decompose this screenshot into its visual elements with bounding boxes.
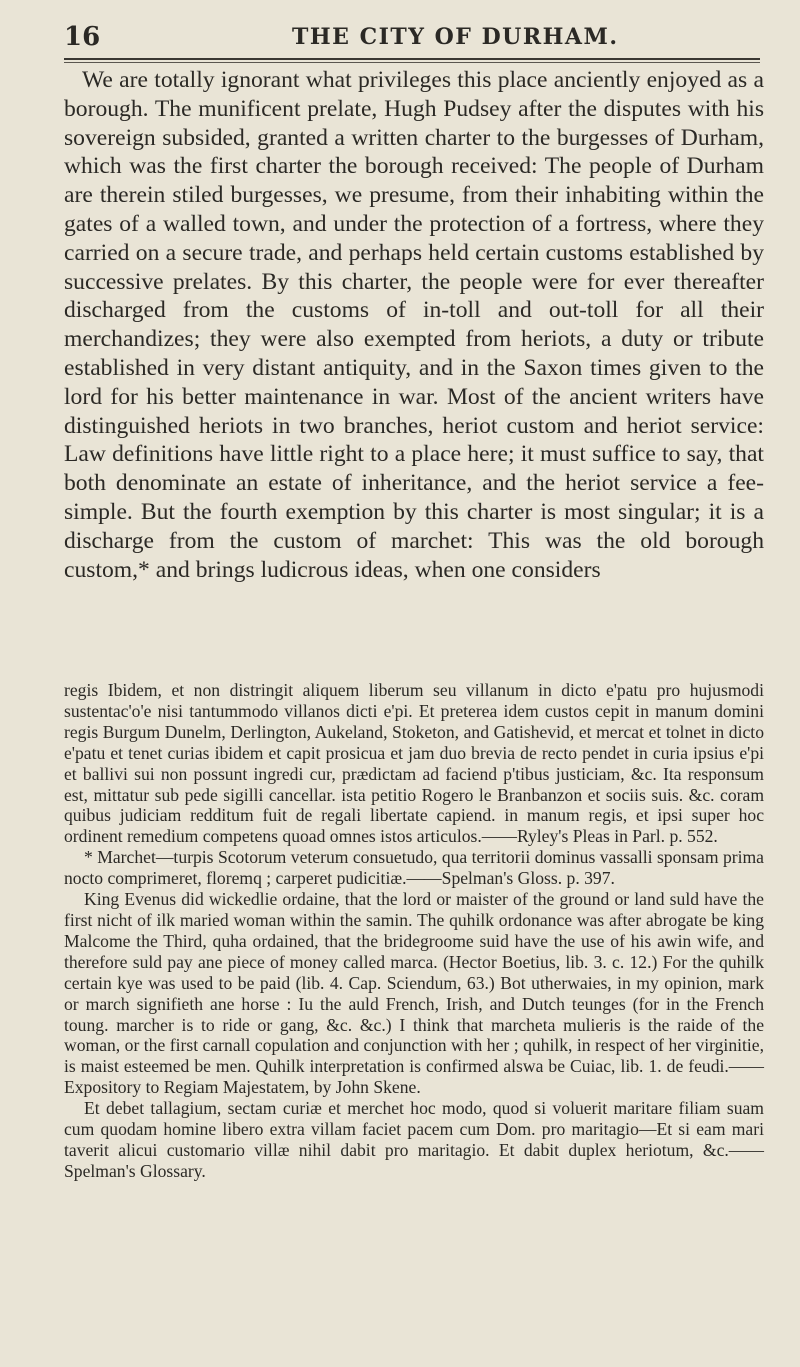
page-header <box>64 14 760 54</box>
footnote-marchet: * Marchet—turpis Scotorum veterum consuetudo, qua territorii dominus vassalli sponsam prima nocto comprimeret, floremq ; carperet pudicitiæ.——Spelman's Gloss. p. 397. <box>64 847 764 889</box>
page-number: 16 <box>64 22 101 52</box>
main-paragraph: We are totally ignorant what privileges this place anciently enjoyed as a borough. The munificent prelate, Hugh Pudsey after the disputes with his sovereign subsided, granted a written charter to the burgesses of Durham, which was the first charter the borough received: The people of Durham are therein stiled burgesses, we presume, from their inhabiting within the gates of a walled town, and under the protection of a fortress, where they carried on a secure trade, and perhaps held certain customs established by successive prelates. By this charter, the people were for ever thereafter discharged from the customs of in-toll and out-toll for all their merchandizes; they were also exempted from heriots, a duty or tribute established in very distant antiquity, and in the Saxon times given to the lord for his better maintenance in war. Most of the ancient writers have distinguished heriots in two branches, heriot custom and heriot service: Law definitions have little right to a place here; it must suffice to say, that both denominate an estate of inheritance, and the heriot service a fee-simple. But the fourth exemption by this charter is most singular; it is a discharge from the custom of marchet: This was the old borough custom,* and brings ludicrous ideas, when one considers <box>64 67 764 583</box>
running-head: THE CITY OF DURHAM. <box>292 24 619 50</box>
footnote-king-evenus: King Evenus did wickedlie ordaine, that the lord or maister of the ground or land suld have the first nicht of ilk maried woman within the samin. The quhilk ordonance was after abrogate be king Malcome the Third, quha ordained, that the bridegroome suid have the use of his awin wife, and therefore suld pay ane piece of money called marca. (Hector Boetius, lib. 3. c. 12.) For the quhilk certain kye was used to be paid (lib. 4. Cap. Sciendum, 63.) Bot utherwaies, in my opinion, mark or march signifieth ane horse : Iu the auld French, Irish, and Dutch teunges (for in the French toung. marcher is to ride or gang, &c. &c.) I think that marcheta mulieris is the raide of the woman, or the first carnall copulation and conjunction with her ; quhilk, in respect of her virginitie, is maist esteemed be men. Quhilk interpretation is confirmed alswa be Cuiac, lib. 1. de feudi.——Expository to Regiam Majestatem, by John Skene. <box>64 889 764 1098</box>
footnote-tallagium: Et debet tallagium, sectam curiæ et merchet hoc modo, quod si voluerit maritare filiam suam cum quodam homine libero extra villam faciet pacem cum Dom. pro maritagio—Et si eam mari taverit alicui customario villæ nihil dabit pro maritagio. Et dabit duplex heriotum, &c.——Spelman's Glossary. <box>64 1098 764 1181</box>
header-rule <box>64 58 760 60</box>
footnote-continuation: regis Ibidem, et non distringit aliquem liberum seu villanum in dicto e'patu pro hujusmodi sustentac'o'e nisi tantummodo villanos dicti e'pi. Et preterea idem custos cepit in manum domini regis Burgum Dunelm, Derlington, Aukeland, Stoketon, and Gatishevid, et mercat et tolnet in dicto e'patu et tenet curias ibidem et capit prosicua et jam duo brevia de recto pendet in curia ipsius e'pi et ballivi sui non possunt ingredi cur, prædictam ad faciend p'tibus justiciam, &c. Ita responsum est, mittatur sub pede sigilli cancellar. ista petitio Rogero le Branbanzon et sociis suis. &c. coram quibus judiciam redditum fuit de regali libertate capiend. in manum regis, et ipsi super hoc ordinent remedium competens quoad omnes istos articulos.——Ryley's Pleas in Parl. p. 552. <box>64 680 764 847</box>
header-rule-thin <box>64 62 760 63</box>
footnotes <box>64 680 764 1182</box>
